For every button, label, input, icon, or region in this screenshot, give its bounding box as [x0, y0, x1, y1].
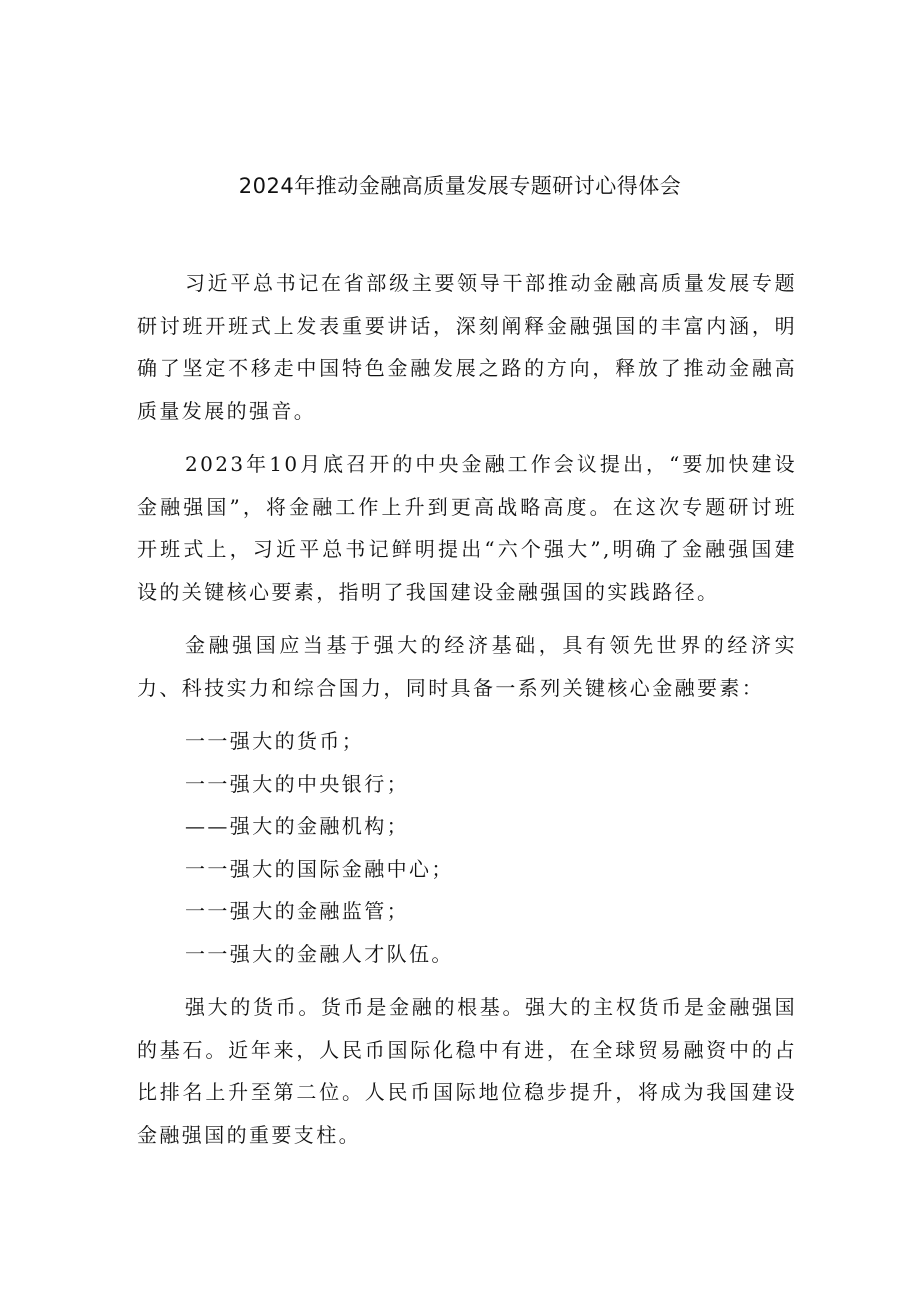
paragraph-currency: 强大的货币。货币是金融的根基。强大的主权货币是金融强国的基石。近年来，人民币国际化稳中有进，在全球贸易融资中的占比排名上升至第二位。人民币国际地位稳步提升，将成为我国建设金融强国的重要支柱。 [137, 995, 797, 1147]
paragraph-conference: 2023年10月底召开的中央金融工作会议提出，“要加快建设金融强国”，将金融工作上升到更高战略高度。在这次专题研讨班开班式上，习近平总书记鲜明提出“六个强大”,明确了金融强国建设的关键核心要素，指明了我国建设金融强国的实践路径。 [137, 452, 797, 604]
list-item: ——强大的金融机构； [185, 814, 409, 838]
paragraph-intro: 习近平总书记在省部级主要领导干部推动金融高质量发展专题研讨班开班式上发表重要讲话，深刻阐释金融强国的丰富内涵，明确了坚定不移走中国特色金融发展之路的方向，释放了推动金融高质量发展的强音。 [137, 271, 797, 423]
document-body [137, 262, 797, 1167]
list-item: 一一强大的金融监管； [185, 899, 409, 923]
document-title: 2024年推动金融高质量发展专题研讨心得体会 [238, 174, 682, 198]
list-item: 一一强大的货币； [185, 729, 365, 753]
list-item: 一一强大的金融人才队伍。 [185, 941, 454, 966]
list-item: 一一强大的国际金融中心； [185, 856, 454, 881]
paragraph-elements: 金融强国应当基于强大的经济基础，具有领先世界的经济实力、科技实力和综合国力，同时具备一系列关键核心金融要素： [137, 633, 797, 700]
element-list [137, 720, 797, 975]
list-item: 一一强大的中央银行； [185, 771, 409, 796]
